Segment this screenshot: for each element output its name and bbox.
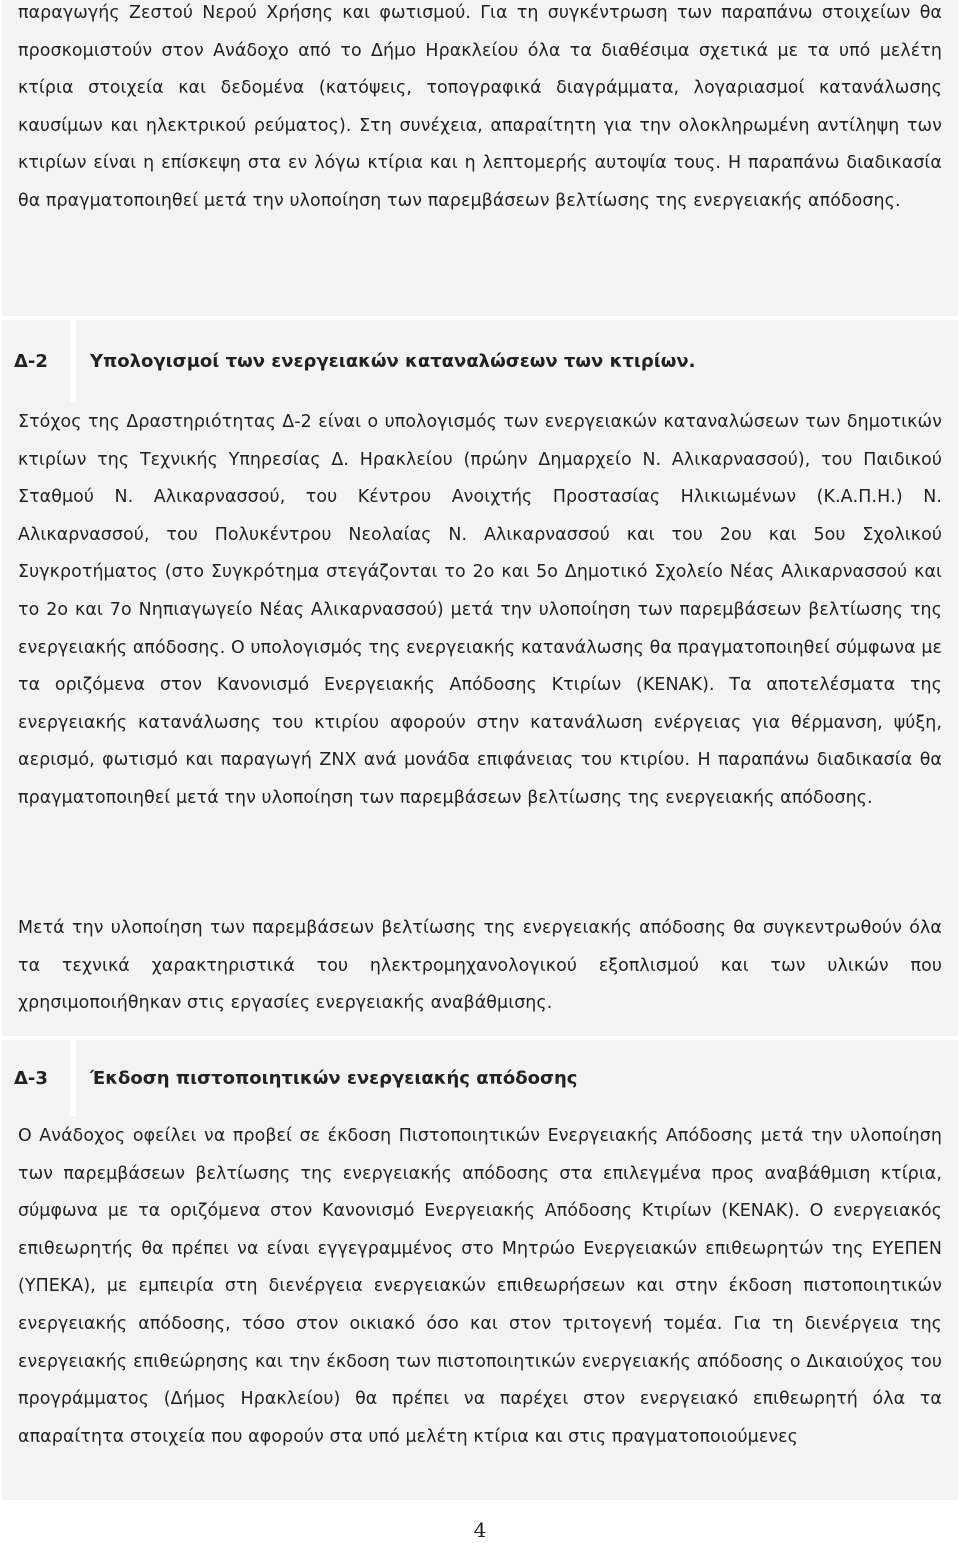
paragraph-block-2	[2, 402, 958, 906]
section-heading-d3	[2, 1040, 958, 1116]
paragraph-text-1: παραγωγής Ζεστού Νερού Χρήσης και φωτισμού. Για τη συγκέντρωση των παραπάνω στοιχείων θα προσκομιστούν στον Ανάδοχο από το Δήμο Ηρακλείου όλα τα διαθέσιμα σχετικά με τα υπό μελέτη κτίρια στοιχεία και δεδομένα (κατόψεις, τοπογραφικά διαγράμματα, λογαριασμοί κατανάλωσης καυσίμων και ηλεκτρικού ρεύματος). Στη συνέχεια, απαραίτητη για την ολοκληρωμένη αντίληψη των κτιρίων είναι η επίσκεψη στα εν λόγω κτίρια και η λεπτομερής αυτοψία τους. Η παραπάνω διαδικασία θα πραγματοποιηθεί μετά την υλοποίηση των παρεμβάσεων βελτίωσης της ενεργειακής απόδοσης.	[18, 3, 942, 211]
section-code-d2: Δ-2	[14, 350, 48, 372]
section-heading-d2	[2, 320, 958, 402]
paragraph-text-2: Στόχος της Δραστηριότητας Δ-2 είναι ο υπολογισμός των ενεργειακών καταναλώσεων των δημοτικών κτιρίων της Τεχνικής Υπηρεσίας Δ. Ηρακλείου (πρώην Δημαρχείο Ν. Αλικαρνασσού), του Παιδικού Σταθμού Ν. Αλικαρνασσού, του Κέντρου Ανοιχτής Προστασίας Ηλικιωμένων (Κ.Α.Π.Η.) Ν. Αλικαρνασσού, του Πολυκέντρου Νεολαίας Ν. Αλικαρνασσού και του 2ου και 5ου Σχολικού Συγκροτήματος (στο Συγκρότημα στεγάζονται το 2ο και 5ο Δημοτικό Σχολείο Νέας Αλικαρνασσού και το 2ο και 7ο Νηπιαγωγείο Νέας Αλικαρνασσού) μετά την υλοποίηση των παρεμβάσεων βελτίωσης της ενεργειακής απόδοσης. Ο υπολογισμός της ενεργειακής κατανάλωσης θα πραγματοποιηθεί σύμφωνα με τα οριζόμενα στον Κανονισμό Ενεργειακής Απόδοσης Κτιρίων (ΚΕΝΑΚ). Τα αποτελέσματα της ενεργειακής κατανάλωσης του κτιρίου αφορούν στην κατανάλωση ενέργειας για θέρμανση, ψύξη, αερισμό, φωτισμό και παραγωγή ΖΝΧ ανά μονάδα επιφάνειας του κτιρίου. Η παραπάνω διαδικασία θα πραγματοποιηθεί μετά την υλοποίηση των παρεμβάσεων βελτίωσης της ενεργειακής απόδοσης.	[18, 412, 942, 808]
section-title-d3: Έκδοση πιστοποιητικών ενεργειακής απόδοσης	[90, 1067, 578, 1089]
page-number: 4	[473, 1518, 487, 1542]
paragraph-block-1	[2, 0, 958, 316]
section-code-d3: Δ-3	[14, 1067, 48, 1089]
paragraph-block-4	[2, 1116, 958, 1500]
paragraph-text-3: Μετά την υλοποίηση των παρεμβάσεων βελτίωσης της ενεργειακής απόδοσης θα συγκεντρωθούν όλα τα τεχνικά χαρακτηριστικά του ηλεκτρομηχανολογικού εξοπλισμού και των υλικών που χρησιμοποιήθηκαν στις εργασίες ενεργειακής αναβάθμισης.	[18, 918, 942, 1014]
paragraph-text-4: Ο Ανάδοχος οφείλει να προβεί σε έκδοση Πιστοποιητικών Ενεργειακής Απόδοσης μετά την υλοποίηση των παρεμβάσεων βελτίωσης της ενεργειακής απόδοσης στα επιλεγμένα προς αναβάθμιση κτίρια, σύμφωνα με τα οριζόμενα στον Κανονισμό Ενεργειακής Απόδοσης Κτιρίων (ΚΕΝΑΚ). Ο ενεργειακός επιθεωρητής θα πρέπει να είναι εγγεγραμμένος στο Μητρώο Ενεργειακών επιθεωρητών της ΕΥΕΠΕΝ (ΥΠΕΚΑ), με εμπειρία στη διενέργεια ενεργειακών επιθεωρήσεων και στην έκδοση πιστοποιητικών ενεργειακής απόδοσης, τόσο στον οικιακό όσο και στον τριτογενή τομέα. Για τη διενέργεια της ενεργειακής επιθεώρησης και την έκδοση των πιστοποιητικών ενεργειακής απόδοσης ο Δικαιούχος του προγράμματος (Δήμος Ηρακλείου) θα πρέπει να παρέχει στον ενεργειακό επιθεωρητή όλα τα απαραίτητα στοιχεία που αφορούν στα υπό μελέτη κτίρια και στις πραγματοποιούμενες	[18, 1126, 942, 1447]
paragraph-block-3	[2, 906, 958, 1036]
section-title-d2: Υπολογισμοί των ενεργειακών καταναλώσεων των κτιρίων.	[90, 350, 696, 372]
